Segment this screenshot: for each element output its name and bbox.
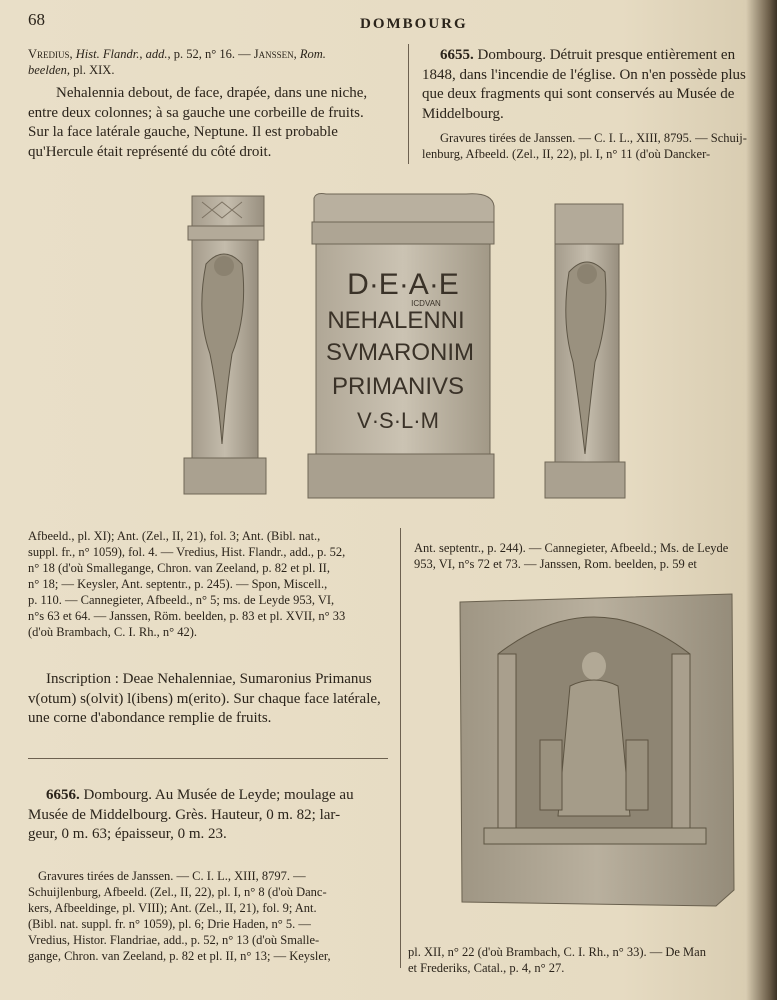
page-number: 68: [28, 10, 45, 29]
entry-6655-refs: Gravures tirées de Janssen. — C. I. L., XIII, 8795. — Schuij- lenburg, Afbeeld. (Zel., II, 22), pl. I, n° 11 (d'où Dancker-: [422, 131, 747, 161]
entry-6655-refs-continued: Afbeeld., pl. XI); Ant. (Zel., II, 21), fol. 3; Ant. (Bibl. nat., suppl. fr., n° 1059), fol. 4. — Vredius, Hist. Flandr., add., p. 52, n° 18 (d'où Smallegange, Chron. van Zeeland, p. 82 et pl. II, n° 18; — Keysler, Ant. septentr., p. 245). — Spon, Miscell., p. 110. — Cannegieter, Afbeeld., n° 5; ms. de Leyde 953, VI, n°s 63 et 64. — Janssen, Röm. beelden, p. 83 et pl. XVII, n° 33 (d'où Brambach, C. I. Rh., n° 42).: [28, 529, 346, 639]
section-rule: [28, 758, 388, 759]
entry-6655-number: 6655.: [440, 47, 474, 63]
entry-6656-refs-right: Ant. septentr., p. 244). — Cannegieter, Afbeeld.; Ms. de Leyde 953, VI, n°s 72 et 73. — Janssen, Rom. beelden, p. 59 et: [414, 541, 729, 571]
altar-front-image: [306, 192, 496, 502]
entry-6656: 6656. Dombourg. Au Musée de Leyde; moulage au Musée de Middelbourg. Grès. Hauteur, 0 m. 82; lar- geur, 0 m. 63; épaisseur, 0 m. 23.: [28, 787, 354, 842]
nehalennia-relief-image: [454, 590, 738, 910]
top-left-description: Nehalennia debout, de face, drapée, dans une niche, entre deux colonnes; à sa gauche une corbeille de fruits. Sur la face latérale gauche, Neptune. Il est probable qu'Hercule était représenté du côté droit.: [28, 85, 368, 160]
ref-line-1: Vredius, Hist. Flandr., add., p. 52, n° 16. — Janssen, Rom.: [28, 47, 326, 61]
column-divider-middle: [400, 528, 401, 968]
bottom-right-refs: pl. XII, n° 22 (d'où Brambach, C. I. Rh., n° 33). — De Man et Frederiks, Catal., p. 4, n° 27.: [408, 945, 706, 975]
altar-inscription-line-5: V·S·L·M: [357, 408, 439, 433]
entry-6655: 6655. Dombourg. Détruit presque entièrement en 1848, dans l'incendie de l'église. On n'en possède plus que deux fragments qui sont conservés au Musée de Middelbourg.: [422, 47, 746, 122]
entry-6656-refs: Gravures tirées de Janssen. — C. I. L., XIII, 8797. — Schuijlenburg, Afbeeld. (Zel., II, 22), pl. I, n° 8 (d'où Danc- kers, Afbeeldinge, pl. VIII); Ant. (Zel., II, 21), fol. 9; Ant. (Bibl. nat. suppl. fr. n° 1059), pl. 6; Drie Haden, n° 5. — Vredius, Histor. Flandriae, add., p. 52, n° 13 (d'où Smalle- gange, Chron. van Zeeland, p. 82 et pl. II, n° 13; — Keysler,: [28, 869, 331, 963]
altar-inscription-line-2: NEHALENNI: [327, 307, 465, 334]
altar-inscription-line-3: SVMARONIM: [325, 339, 475, 366]
altar-right-side-image: [543, 202, 627, 502]
column-divider-top: [408, 44, 409, 164]
altar-left-side-image: [182, 194, 268, 498]
altar-inscription-line-1: D·E·A·E: [347, 268, 459, 301]
entry-6656-number: 6656.: [46, 787, 80, 803]
ref-line-2: beelden, pl. XIX.: [28, 63, 115, 77]
running-title: DOMBOURG: [360, 16, 468, 32]
inscription-text: Inscription : Deae Nehalenniae, Sumaronius Primanus v(otum) s(olvit) l(ibens) m(erito). Sur chaque face latérale, une corne d'abondance remplie de fruits.: [28, 671, 381, 726]
top-left-refs: [28, 46, 398, 78]
altar-inscription-line-4: PRIMANIVS: [331, 373, 465, 400]
altar-inscription-small: ICDVAN: [411, 299, 441, 308]
